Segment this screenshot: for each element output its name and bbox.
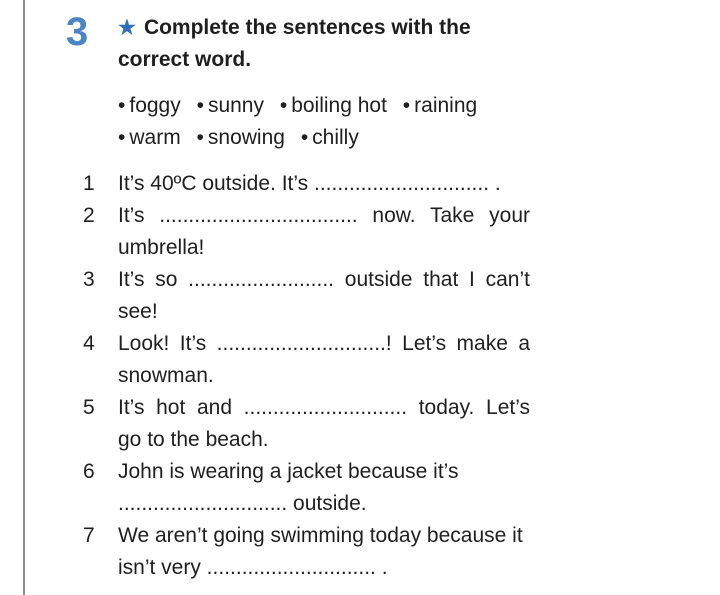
word-raining: raining — [414, 94, 478, 117]
sentence-text — [118, 264, 530, 328]
bullet-icon: • — [196, 126, 204, 149]
sentence-text — [118, 392, 530, 456]
sentence-item — [78, 200, 538, 264]
word-bank-item — [118, 126, 181, 149]
sentence-item — [78, 264, 538, 328]
sentence-line: see! — [118, 300, 158, 323]
sentence-line: John is wearing a jacket because it’s — [118, 460, 459, 483]
sentence-list — [78, 168, 538, 584]
sentence-line: It’s 40ºC outside. It’s .............................. . — [118, 172, 501, 195]
instruction-line-2: correct word. — [118, 48, 252, 71]
bullet-icon: • — [300, 126, 309, 149]
sentence-item — [78, 520, 538, 584]
sentence-number: 7 — [83, 524, 95, 547]
word-warm: warm — [129, 126, 181, 149]
word-bank-item — [197, 94, 264, 117]
sentence-item — [78, 392, 538, 456]
sentence-text — [118, 168, 530, 200]
word-snowing: snowing — [207, 126, 285, 149]
word-bank-item — [118, 94, 181, 117]
word-bank-row-2 — [118, 122, 538, 154]
sentence-line: We aren’t going swimming today because it — [118, 524, 523, 547]
instruction-line-1 — [118, 12, 538, 44]
word-sunny: sunny — [207, 94, 264, 117]
sentence-line: Look! It’s .............................! Let’s make a — [118, 332, 530, 355]
sentence-number: 2 — [83, 204, 95, 227]
exercise-number: 3 — [66, 10, 89, 54]
word-foggy: foggy — [129, 94, 181, 117]
bullet-icon: • — [402, 94, 411, 117]
word-boiling-hot: boiling hot — [291, 94, 387, 117]
sentence-line: snowman. — [118, 364, 214, 387]
sentence-line: isn’t very ............................. . — [118, 556, 388, 579]
word-bank-item — [280, 94, 387, 117]
sentence-number: 5 — [83, 396, 95, 419]
word-chilly: chilly — [312, 126, 359, 149]
word-bank-row-1 — [118, 90, 538, 122]
sentence-text — [118, 328, 530, 392]
bullet-icon: • — [196, 94, 204, 117]
instruction-text-1: Complete the sentences with the — [143, 16, 471, 39]
sentence-line: ............................. outside. — [118, 492, 367, 515]
sentence-item — [78, 456, 538, 520]
sentence-line: go to the beach. — [118, 428, 269, 451]
sentence-number: 4 — [83, 332, 95, 355]
sentence-text — [118, 456, 530, 520]
bullet-icon: • — [118, 126, 126, 149]
word-bank — [118, 90, 538, 154]
sentence-line: It’s .................................. now. Take your — [118, 204, 530, 227]
sentence-item — [78, 328, 538, 392]
sentence-number: 1 — [83, 172, 95, 195]
bullet-icon: • — [279, 94, 288, 117]
word-bank-item — [197, 126, 285, 149]
word-bank-item — [403, 94, 477, 117]
word-bank-item — [301, 126, 359, 149]
sentence-number: 3 — [83, 268, 95, 291]
star-icon: ★ — [118, 17, 136, 39]
sentence-text — [118, 520, 530, 584]
sentence-item — [78, 168, 538, 200]
sentence-line: It’s hot and ............................ today. Let’s — [118, 396, 530, 419]
sentence-number: 6 — [83, 460, 95, 483]
sentence-line: umbrella! — [118, 236, 205, 259]
bullet-icon: • — [118, 94, 126, 117]
sentence-text — [118, 200, 530, 264]
left-margin-rule — [23, 0, 25, 595]
exercise-instruction — [118, 12, 538, 75]
sentence-line: It’s so ......................... outside that I can’t — [118, 268, 530, 291]
